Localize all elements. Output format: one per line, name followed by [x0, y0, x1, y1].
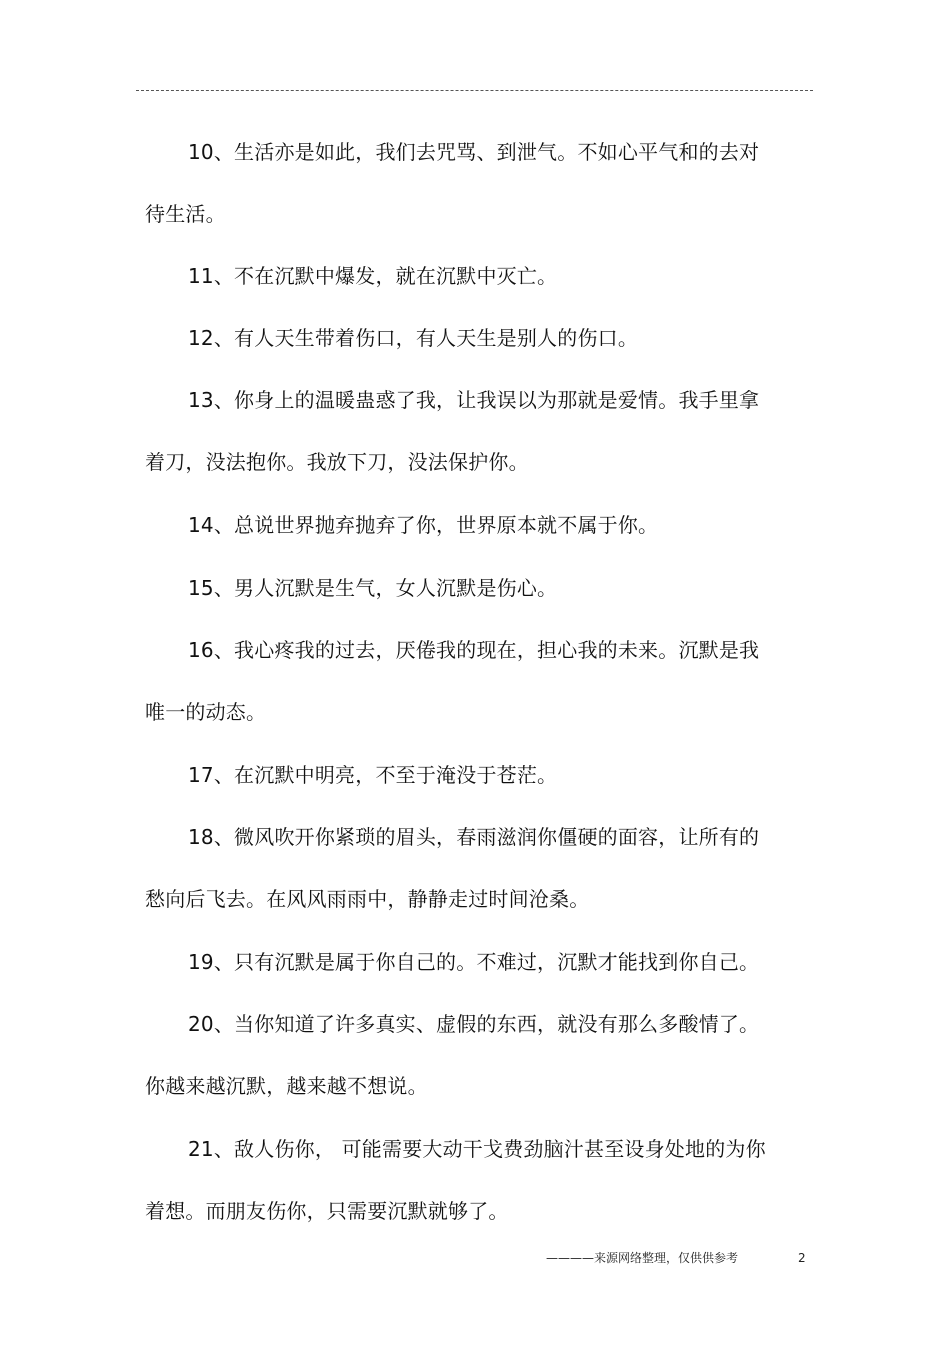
quote-line: 唯一的动态。 [145, 700, 267, 724]
quote-line: 19、只有沉默是属于你自己的。不难过，沉默才能找到你自己。 [188, 950, 760, 974]
quote-line: 着想。而朋友伤你，只需要沉默就够了。 [145, 1199, 509, 1223]
quote-line: 12、有人天生带着伤口，有人天生是别人的伤口。 [188, 326, 639, 350]
header-divider [136, 90, 813, 91]
quote-line: 18、微风吹开你紧琐的眉头，春雨滋润你僵硬的面容，让所有的 [188, 825, 760, 849]
quote-line: 20、当你知道了许多真实、虚假的东西，就没有那么多酸情了。 [188, 1012, 760, 1036]
quote-line: 着刀，没法抱你。我放下刀，没法保护你。 [145, 450, 529, 474]
quote-line: 17、在沉默中明亮，不至于淹没于苍茫。 [188, 763, 558, 787]
quote-line: 16、我心疼我的过去，厌倦我的现在，担心我的未来。沉默是我 [188, 638, 760, 662]
footer-source-note: ————来源网络整理，仅供供参考 [546, 1251, 739, 1265]
quote-line: 15、男人沉默是生气，女人沉默是伤心。 [188, 576, 558, 600]
quote-line: 21、敌人伤你， 可能需要大动干戈费劲脑汁甚至设身处地的为你 [188, 1137, 766, 1161]
quote-line: 11、不在沉默中爆发，就在沉默中灭亡。 [188, 264, 558, 288]
page-number: 2 [798, 1251, 806, 1265]
quote-line: 待生活。 [145, 202, 226, 226]
quote-line: 你越来越沉默，越来越不想说。 [145, 1074, 428, 1098]
quote-line: 13、你身上的温暖蛊惑了我，让我误以为那就是爱情。我手里拿 [188, 388, 760, 412]
quote-line: 14、总说世界抛弃抛弃了你，世界原本就不属于你。 [188, 513, 659, 537]
quote-line: 10、生活亦是如此，我们去咒骂、到泄气。不如心平气和的去对 [188, 140, 760, 164]
quote-line: 愁向后飞去。在风风雨雨中，静静走过时间沧桑。 [145, 887, 590, 911]
